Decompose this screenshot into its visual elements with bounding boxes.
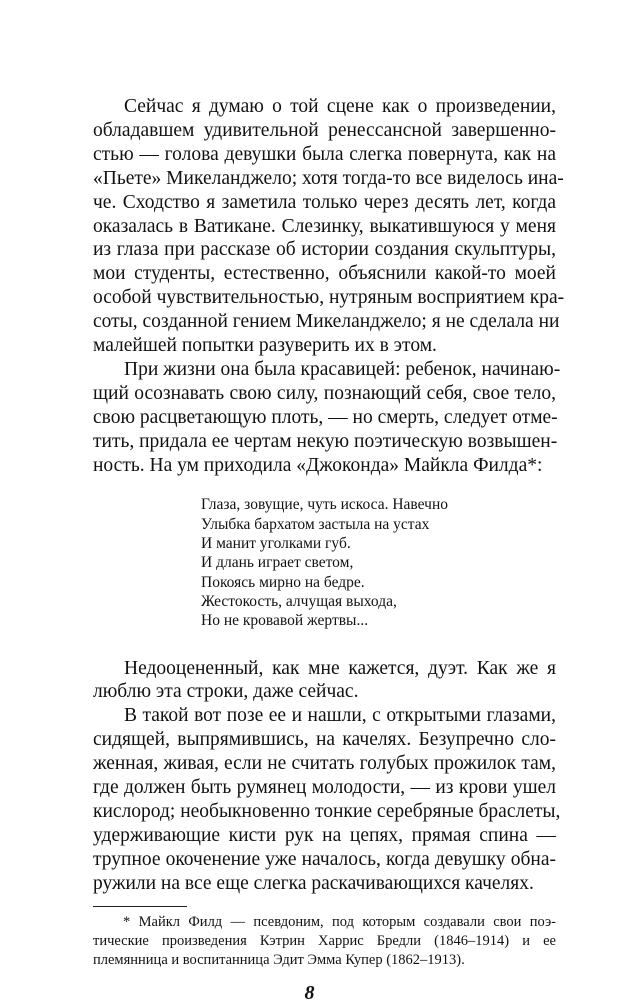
text-line: из глаза при рассказе об истории создания скульптуры, <box>93 239 556 261</box>
poem-line: Но не кровавой жертвы... <box>201 612 369 630</box>
text-line: В такой вот позе ее и нашли, с открытыми глазами, <box>124 705 556 727</box>
text-line: соты, созданной гением Микеланджело; я не сделала ни <box>93 311 560 333</box>
text-line: кислород; необыкновенно тонкие серебряные браслеты, <box>93 800 561 822</box>
text-line: че. Сходство я заметила только через десять лет, когда <box>93 191 556 213</box>
poem-line: И длань играет светом, <box>201 554 354 572</box>
poem-line: Покоясь мирно на бедре. <box>201 573 365 591</box>
text-line: трупное окоченение уже началось, когда девушку обна- <box>93 848 556 870</box>
footnote-line: тические произведения Кэтрин Харрис Бредли (1846–1914) и ее <box>93 932 556 949</box>
text-line: ружили на все еще слегка раскачивающихся качелях. <box>93 872 534 894</box>
text-line: стью — голова девушки была слегка повернута, как на <box>93 143 556 165</box>
poem-line: Улыбка бархатом застыла на устах <box>201 515 430 533</box>
text-line: Сейчас я думаю о той сцене как о произведении, <box>124 96 556 117</box>
footnote-line: * Майкл Филд — псевдоним, под которым создавали свои поэ- <box>123 913 556 930</box>
text-line: щий осознавать свою силу, познающий себя, свое тело, <box>93 382 556 404</box>
text-line: обладавшем удивительной ренессансной завершенно- <box>93 119 556 141</box>
text-line: оказалась в Ватикане. Слезинку, выкатившуюся у меня <box>93 215 556 237</box>
text-line: При жизни она была красавицей: ребенок, начинаю- <box>124 358 561 380</box>
text-line: свою расцветающую плоть, — но смерть, следует отме- <box>93 406 558 428</box>
text-line: тить, придала ее чертам некую поэтическую возвышен- <box>93 430 558 452</box>
page-number: 8 <box>304 982 315 1005</box>
text-line: ность. На ум приходила «Джоконда» Майкла Филда*: <box>93 454 543 476</box>
text-line: мои студенты, естественно, объяснили какой-то моей <box>93 263 556 285</box>
poem-line: Жестокость, алчущая выхода, <box>201 592 397 610</box>
text-line: «Пьете» Микеланджело; хотя тогда-то все виделось ина- <box>93 167 564 189</box>
text-line: удерживающие кисти рук на цепях, прямая спина — <box>93 824 556 846</box>
text-line: люблю эта строки, даже сейчас. <box>93 681 359 703</box>
text-line: где должен быть румянец молодости, — из крови ушел <box>93 777 556 798</box>
footnote-divider <box>93 906 187 907</box>
text-line: сидящей, выпрямившись, на качелях. Безупречно сло- <box>93 729 556 751</box>
poem-line: И манит уголками губ. <box>201 535 351 552</box>
footnote-line: племянница и воспитанница Эдит Эмма Купер (1862–1913). <box>93 952 465 969</box>
poem-line: Глаза, зовущие, чуть искоса. Навечно <box>201 496 448 514</box>
text-line: малейшей попытки разуверить их в этом. <box>93 335 437 356</box>
text-line: женная, живая, если не считать голубых прожилок там, <box>93 753 556 775</box>
text-line: особой чувствительностью, нутряным восприятием кра- <box>93 287 565 309</box>
text-line: Недооцененный, как мне кажется, дуэт. Как же я <box>124 657 556 679</box>
